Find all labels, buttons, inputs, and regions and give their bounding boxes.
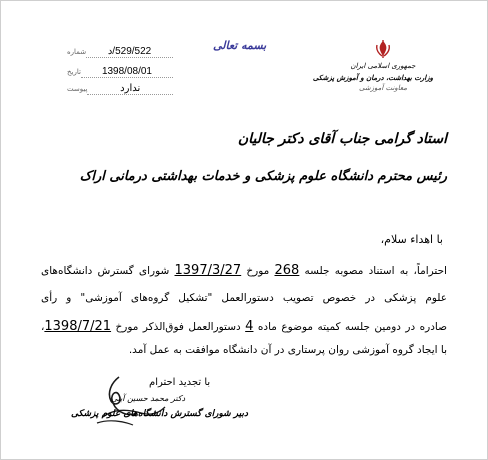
recipient-name: استاد گرامی جناب آقای دکتر جالیان	[237, 131, 447, 147]
recipient-title: رئیس محترم دانشگاه علوم پزشکی و خدمات بهداشتی درمانی اراک	[79, 169, 447, 184]
gov-line-deputy: معاونت آموزشی	[358, 84, 408, 92]
letter-attachment-label: پیوست	[67, 85, 88, 93]
signer-name: دکتر محمد حسین آیتی	[111, 394, 186, 403]
basmala-heading: بسمه تعالی	[213, 39, 267, 52]
gov-line-republic: جمهوری اسلامی ایران	[350, 62, 416, 70]
committee-date: 1398/7/21	[44, 319, 112, 334]
body-text: صادره در دومین جلسه کمیته موضوع ماده	[257, 321, 447, 333]
session-number: 268	[274, 263, 300, 278]
letter-date-row	[63, 65, 173, 79]
body-text: شورای گسترش دانشگاه‌های	[41, 265, 170, 277]
letter-attachment-value: ندارد	[87, 83, 173, 95]
letter-date-label: تاریخ	[67, 68, 81, 76]
greeting: با اهداء سلام،	[380, 233, 443, 246]
ministry-letterhead	[312, 39, 433, 94]
body-line-2: علوم پزشکی در خصوص تصویب دستورالعمل "تشکیل گروه‌های آموزشی" و رأی	[41, 292, 447, 304]
article-number: 4	[245, 319, 254, 334]
letter-date-value: 1398/08/01	[81, 66, 173, 78]
body-text: دستورالعمل فوق‌الذکر مورخ	[115, 321, 241, 333]
letter-attachment-row	[63, 82, 173, 96]
letter-number-label: شماره	[67, 48, 87, 56]
session-date: 1397/3/27	[174, 263, 242, 278]
body-line-4: با ایجاد گروه آموزشی روان پرستاری در آن دانشگاه موافقت به عمل آمد.	[128, 344, 447, 356]
signer-title: دبیر شورای گسترش دانشگاه‌های علوم پزشکی	[71, 409, 248, 419]
closing-phrase: با تجدید احترام	[149, 377, 211, 388]
letter-number-row	[63, 45, 173, 59]
body-line-1	[41, 263, 447, 278]
body-text: مورخ	[246, 265, 270, 277]
body-text: ،	[41, 321, 45, 333]
body-text: احتراماً، به استناد مصوبه جلسه	[304, 265, 447, 277]
iran-emblem-icon	[373, 39, 393, 59]
body-line-3	[41, 319, 447, 334]
gov-line-ministry: وزارت بهداشت، درمان و آموزش پزشکی	[312, 73, 433, 82]
letter-number-value: 529/522/د	[86, 46, 173, 58]
